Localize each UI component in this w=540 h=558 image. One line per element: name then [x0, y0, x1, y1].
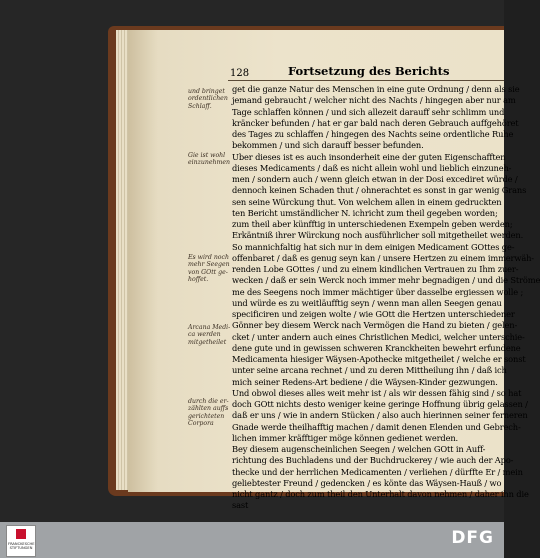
- body-line: nicht gantz / doch zum theil den Unterhalt davon nehmen / daher ihn die: [232, 489, 529, 499]
- body-line: offenbaret / daß es genug seyn kan / unsere Hertzen zu einem immerwäh-: [232, 252, 534, 263]
- library-logo[interactable]: [6, 525, 36, 557]
- body-line: get die ganze Natur des Menschen in eine gute Ordnung / denn als sie: [232, 84, 520, 94]
- body-line: Bey diesem augenscheinlichen Seegen / welchen GOtt in Auff-: [232, 444, 486, 454]
- body-line: Gnade werde theilhafftig machen / damit denen Elenden und Gebrech-: [232, 421, 521, 432]
- body-text: [232, 84, 540, 512]
- body-line: jemand gebraucht / welcher nicht des Nachts / hingegen aber nur am: [232, 95, 516, 106]
- body-line: bekommen / und sich darauff besser befunden.: [232, 140, 424, 151]
- body-line: renden Lobe GOttes / und zu einem kindlichen Vertrauen zu Ihm zuer-: [232, 264, 519, 274]
- body-line: Erkäntniß ihrer Würckung noch ausführlicher soll mitgetheilet werden.: [232, 230, 524, 241]
- body-line: und würde es zu weitläufftig seyn / wenn man allen Seegen genau: [232, 297, 502, 308]
- body-line: Uber dieses ist es auch insonderheit eine der guten Eigenschafften: [232, 151, 506, 162]
- body-line: men / sondern auch / wenn gleich etwan in der Dosi excediret würde /: [232, 174, 518, 184]
- footer-bar: [0, 522, 504, 558]
- page-number: 128: [230, 68, 250, 79]
- margin-note: Es wird noch mehr Seegen von GOtt ge- hoffet.: [188, 254, 230, 284]
- margin-note: durch die er- zählten auffs gerichteten Corpora: [188, 398, 229, 428]
- body-line: me des Seegens noch immer mächtiger über dasselbe ergiessen wolle ;: [232, 286, 524, 297]
- body-line: Tage schlaffen können / und sich allezeit darauff sehr schlimm und: [232, 106, 505, 117]
- body-line: unter seine arcana rechnet / und zu deren Mittheilung ihn / daß ich: [232, 365, 507, 376]
- body-line: daß er uns / wie in andern Stücken / also auch hierinnen seiner ferneren: [232, 410, 528, 421]
- header-rule: [228, 80, 504, 81]
- body-line: mich seiner Redens-Art bediene / die Wäysen-Kinder gezwungen.: [232, 376, 498, 387]
- body-line: richtung des Buchladens und der Buchdruckerey / wie auch der Apo-: [232, 455, 514, 466]
- body-line: zum theil aber künfftig in unterschiedenen Exempeln geben werden;: [232, 219, 513, 229]
- body-line: cket / unter andern auch eines Christlichen Medici, welcher unterschie-: [232, 331, 525, 342]
- body-line: Und obwol dieses alles weit mehr ist / als wir dessen fähig sind / so hat: [232, 387, 522, 398]
- body-line: Medicamenta hiesiger Wäysen-Apothecke mitgetheilet / welche er sonst: [232, 354, 526, 364]
- margin-note: Arcana Medi- ca werden mitgetheilet: [188, 324, 231, 346]
- body-line: dene gute und in gewissen schweren Kranckheiten bewehrt erfundene: [232, 342, 521, 353]
- body-line: So mannichfaltig hat sich nur in dem einigen Medicament GOttes ge-: [232, 241, 515, 252]
- body-line: Gönner bey diesem Werck nach Vermögen die Hand zu bieten / gelen-: [232, 320, 518, 331]
- body-line: dennoch keinen Schaden thut / ohnerachtet es sonst in gar wenig Grans: [232, 185, 527, 196]
- body-line: dieses Medicaments / daß es nicht allein wohl und lieblich einzuneh-: [232, 162, 512, 173]
- library-logo-text: FRANCKESCHE STIFTUNGEN: [8, 542, 35, 550]
- body-line: sen seine Würckung thut. Von welchem allen in einem gedruckten: [232, 196, 502, 207]
- body-line: doch GOtt nichts desto weniger keine geringe Hoffnung übrig gelassen /: [232, 399, 528, 409]
- dfg-logo: DFG: [451, 528, 494, 548]
- body-line: wecken / daß er sein Werck noch immer mehr begnadigen / und die Ströme: [232, 275, 540, 286]
- body-line: kräncker befunden / hat er gar bald nach deren Gebrauch auffgehöret: [232, 117, 519, 128]
- body-line: des Tages zu schlaffen / hingegen des Nachts seine ordentliche Ruhe: [232, 129, 514, 139]
- running-head: Fortsetzung des Berichts: [288, 64, 450, 78]
- body-line: lichen immer kräfftiger möge können gedienet werden.: [232, 432, 459, 443]
- margin-note: Gie ist wohl einzunehmen: [188, 152, 231, 167]
- body-line: ten Bericht umständlicher N. ichricht zum theil gegeben worden;: [232, 207, 498, 218]
- body-line: specificiren und zeigen wolte / wie GOtt die Hertzen unterschiedener: [232, 309, 515, 319]
- library-logo-icon: [16, 529, 26, 539]
- body-line: sast: [232, 500, 249, 511]
- margin-note: und bringet ordentlichen Schlaff.: [188, 88, 228, 110]
- body-line: geliebtester Freund / gedencken / es könte das Wäysen-Hauß / wo: [232, 477, 502, 488]
- body-line: thecke und der herrlichen Medicamenten / verliehen / dürffte Er / mein: [232, 466, 523, 477]
